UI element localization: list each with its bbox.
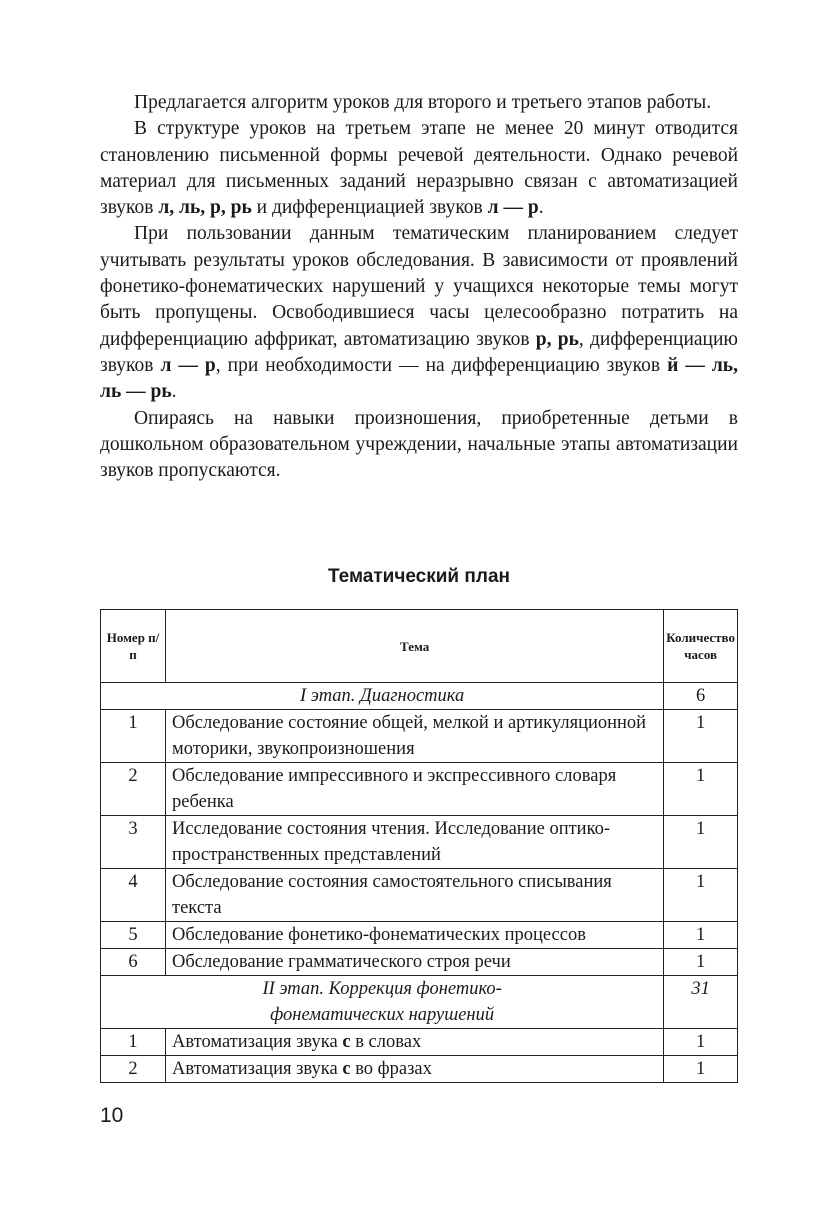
text-run: Обследование состояние общей, мелкой и артикуляционной моторики, звукопроизношения: [172, 713, 647, 759]
row-hours: 1: [664, 1056, 738, 1083]
table-row: [101, 816, 738, 869]
row-hours: 1: [664, 816, 738, 869]
table-row: [101, 869, 738, 922]
paragraph: [100, 221, 738, 405]
paragraph: [100, 406, 738, 485]
bold-sound: л — р: [160, 354, 216, 376]
thematic-plan-table: [100, 609, 738, 1083]
text-run: , дифференциацию звуков: [100, 328, 738, 376]
text-run: .: [538, 197, 544, 219]
text-run: Обследование грамматического строя речи: [172, 952, 511, 972]
row-hours: 1: [664, 869, 738, 922]
bold-sound: с: [342, 1059, 351, 1079]
bold-sound: й — ль, ль — рь: [100, 354, 738, 403]
row-topic: [166, 1056, 664, 1083]
table-row: [101, 710, 738, 763]
row-topic: [166, 763, 664, 816]
row-number: 3: [101, 816, 166, 869]
stage-hours: 31: [664, 976, 738, 1029]
row-topic: [166, 869, 664, 922]
stage-title: I этап. Диагностика: [101, 683, 664, 710]
table-row: [101, 763, 738, 816]
row-hours: 1: [664, 710, 738, 763]
row-hours: 1: [664, 763, 738, 816]
text-run: во фразах: [350, 1059, 432, 1079]
row-topic: [166, 816, 664, 869]
table-row: [101, 1056, 738, 1083]
row-number: 1: [101, 1029, 166, 1056]
stage-title: II этап. Коррекция фонетико-фонематических нарушений: [101, 976, 664, 1029]
paragraph: [100, 116, 738, 221]
header-topic: Тема: [166, 610, 664, 683]
text-run: Автоматизация звука: [172, 1032, 343, 1052]
row-number: 2: [101, 1056, 166, 1083]
row-hours: 1: [664, 1029, 738, 1056]
row-number: 4: [101, 869, 166, 922]
paragraph: [100, 90, 738, 116]
stage-row: [101, 683, 738, 710]
row-hours: 1: [664, 949, 738, 976]
text-run: Обследование фонетико-фонематических процессов: [172, 925, 586, 945]
table-row: [101, 1029, 738, 1056]
text-run: Обследование импрессивного и экспрессивного словаря ребенка: [172, 766, 617, 812]
text-run: В структуре уроков на третьем этапе не менее 20 минут отводится становлению письменной формы речевой деятельности. Однако речевой материал для письменных заданий неразрывно связан с автоматизацией звуков: [100, 118, 738, 219]
header-number: Номер п/п: [101, 610, 166, 683]
row-number: 6: [101, 949, 166, 976]
text-run: При пользовании данным тематическим планированием следует учитывать результаты уроков обследования. В зависимости от проявлений фонетико-фонематических нарушений у учащихся некоторые темы могут быть пропущены. Освободившиеся часы целесообразно потратить на дифференциацию аффрикат, автоматизацию звуков: [100, 223, 738, 350]
bold-sound: с: [342, 1032, 351, 1052]
table-row: [101, 949, 738, 976]
row-topic: [166, 710, 664, 763]
row-topic: [166, 949, 664, 976]
table-row: [101, 922, 738, 949]
bold-sound: л, ль, р, рь: [158, 197, 252, 219]
text-run: Автоматизация звука: [172, 1059, 343, 1079]
text-run: Опираясь на навыки произношения, приобретенные детьми в дошкольном образовательном учреждении, начальные этапы автоматизации звуков пропускаются.: [100, 407, 738, 482]
stage-row: [101, 976, 738, 1029]
page-number: 10: [100, 1104, 124, 1127]
bold-sound: р, рь: [535, 328, 579, 350]
text-run: и дифференциацией звуков: [251, 197, 488, 219]
bold-sound: л — р: [487, 197, 539, 219]
table-header-row: [101, 610, 738, 683]
stage-hours: 6: [664, 683, 738, 710]
text-run: .: [171, 381, 177, 403]
row-number: 2: [101, 763, 166, 816]
header-hours: Количество часов: [664, 610, 738, 683]
text-run: в словах: [350, 1032, 422, 1052]
text-run: Исследование состояния чтения. Исследование оптико-пространственных представлений: [172, 819, 611, 865]
row-number: 5: [101, 922, 166, 949]
row-topic: [166, 1029, 664, 1056]
text-run: Обследование состояния самостоятельного списывания текста: [172, 872, 612, 918]
row-topic: [166, 922, 664, 949]
text-run: , при необходимости — на дифференциацию звуков: [215, 354, 668, 376]
row-hours: 1: [664, 922, 738, 949]
table-body: [101, 683, 738, 1083]
text-run: Предлагается алгоритм уроков для второго и третьего этапов работы.: [134, 92, 712, 113]
row-number: 1: [101, 710, 166, 763]
body-text: [100, 90, 738, 484]
table-title: Тематический план: [328, 566, 510, 587]
